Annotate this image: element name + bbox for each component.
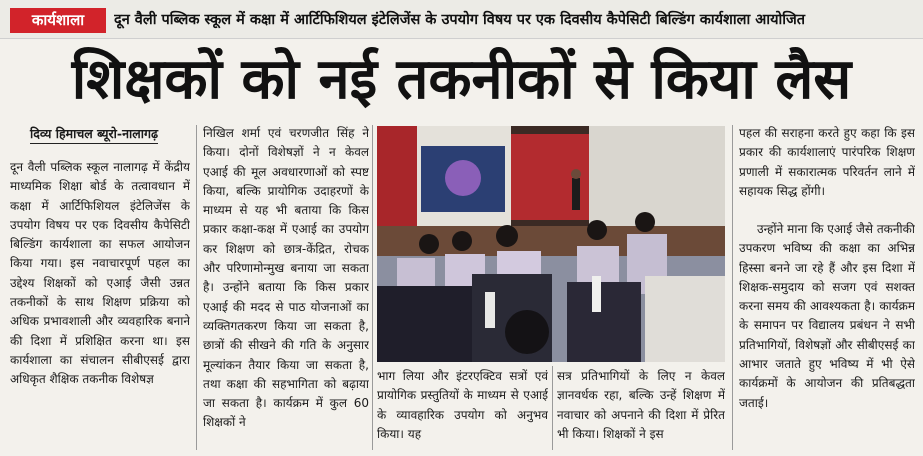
workshop-photo-illustration	[377, 126, 725, 362]
photo-caption-column-left: भाग लिया और इंटरएक्टिव सत्रों एवं प्रायोगिक प्रस्तुतियों के माध्यम से एआई के व्यावहारिक उपयोग को अनुभव किया। यह	[377, 369, 548, 441]
event-photo	[377, 126, 725, 362]
column-divider	[552, 366, 553, 450]
article-column-2: निखिल शर्मा एवं चरणजीत सिंह ने किया। दोनों विशेषज्ञों ने न केवल एआई की मूल अवधारणाओं को स्पष्ट किया, बल्कि प्रायोगिक उदाहरणों के माध्यम से यह भी बताया कि किस प्रकार कक्षा-कक्ष में एआई का उपयोग कर शिक्षण को छात्र-केंद्रित, रोचक और परिणामोन्मुख बनाया जा सकता है। उन्होंने बताया कि किस प्रकार एआई की मदद से पाठ योजनाओं का व्यक्तिगतकरण किया जा सकता है, छात्रों की सीखने की गति के अनुसार मूल्यांकन तैयार किया जा सकता है, तथा कक्षा की सहभागिता को बढ़ाया जा सकता है। कार्यक्रम में कुल 60 शिक्षकों ने	[203, 126, 369, 430]
byline: दिव्य हिमाचल ब्यूरो-नालागढ़	[30, 125, 158, 144]
article-column-5b: उन्होंने माना कि एआई जैसे तकनीकी उपकरण भविष्य की कक्षा का अभिन्न हिस्सा बनने जा रहे हैं और इस दिशा में शिक्षक-समुदाय को सजग एवं सशक्त करना समय की आवश्यकता है। कार्यक्रम के समापन पर विद्यालय प्रबंधन ने सभी प्रतिभागियों, विशेषज्ञों और सीबीएसई का आभार जताते हुए भविष्य में भी ऐसे कार्यक्रमों के आयोजन की प्रतिबद्धता जताई।	[739, 222, 915, 410]
article-column-1: दून वैली पब्लिक स्कूल नालागढ़ में केंद्रीय माध्यमिक शिक्षा बोर्ड के तत्वावधान में कक्षा में आर्टिफिशियल इंटेलिजेंस के उपयोग विषय पर एक दिवसीय कैपेसिटी बिल्डिंग कार्यशाला का सफल आयोजन किया गया। इस नवाचारपूर्ण पहल का उद्देश्य शिक्षकों को एआई जैसी उन्नत तकनीकों के साथ शिक्षण प्रक्रिया को अधिक प्रभावशाली और व्यवहारिक बनाने की दिशा में प्रशिक्षित करना था। इस कार्यशाला का संचालन सीबीएसई द्वारा अधिकृत शैक्षिक तकनीक विशेषज्ञ	[10, 160, 190, 387]
column-divider	[196, 125, 197, 450]
photo-caption-column-right: सत्र प्रतिभागियों के लिए न केवल ज्ञानवर्धक रहा, बल्कि उन्हें शिक्षण में नवाचार को अपनाने की दिशा में प्रेरित भी किया। शिक्षकों ने इस	[557, 369, 725, 441]
section-tag: कार्यशाला	[10, 8, 106, 33]
article-column-5a: पहल की सराहना करते हुए कहा कि इस प्रकार की कार्यशालाएं पारंपरिक शिक्षण प्रणाली में सकारात्मक परिवर्तन लाने में सहायक सिद्ध होंगी।	[739, 126, 915, 198]
column-divider	[372, 125, 373, 450]
kicker-bar	[0, 0, 923, 39]
kicker-headline: दून वैली पब्लिक स्कूल में कक्षा में आर्टिफिशियल इंटेलिजेंस के उपयोग विषय पर एक दिवसीय कैपेसिटी बिल्डिंग कार्यशाला आयोजित	[114, 12, 806, 28]
column-divider	[732, 125, 733, 450]
main-headline: शिक्षकों को नई तकनीकों से किया लैस	[71, 47, 852, 112]
